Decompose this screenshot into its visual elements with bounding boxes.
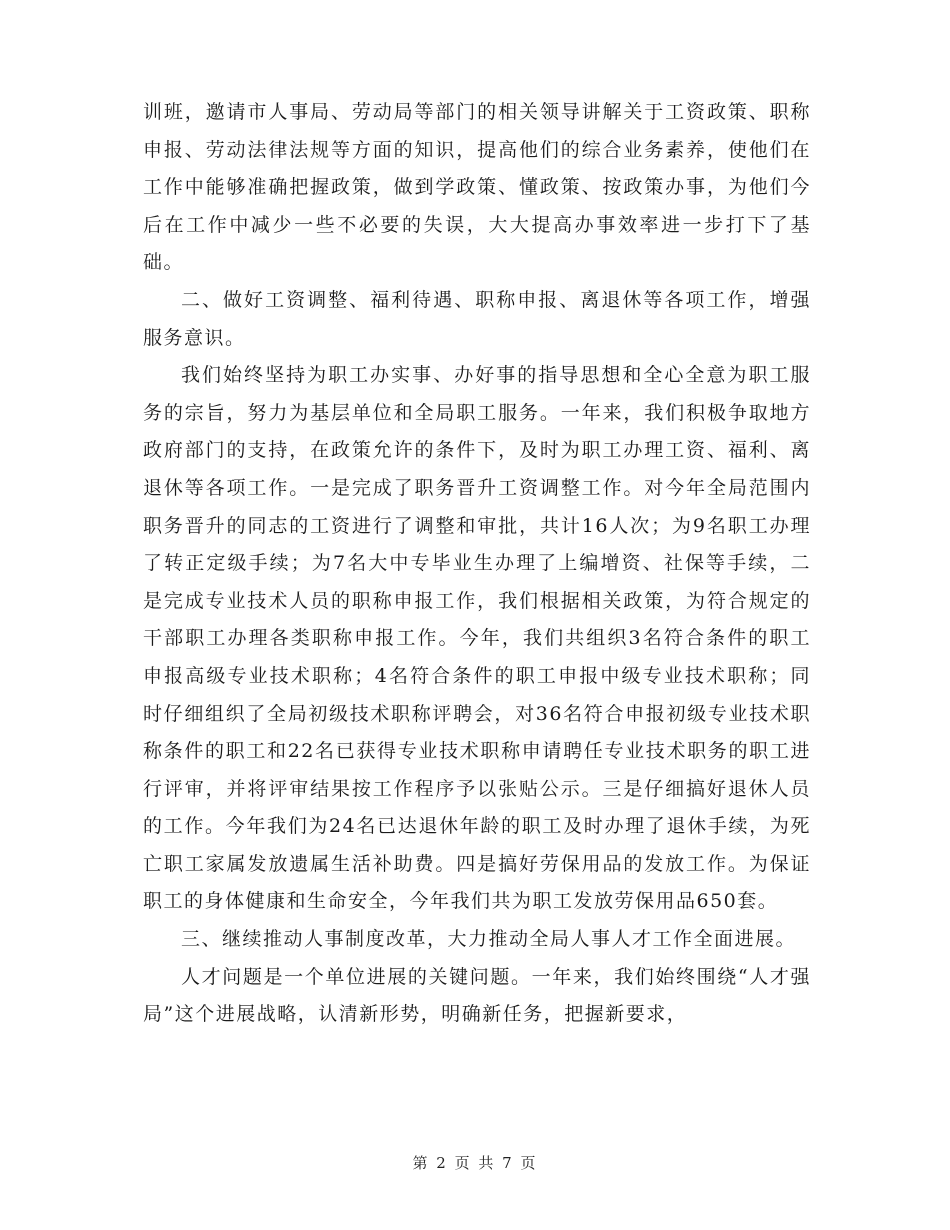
paragraph-training-continuation: 训班，邀请市人事局、劳动局等部门的相关领导讲解关于工资政策、职称申报、劳动法律法规等方面的知识，提高他们的综合业务素养，使他们在工作中能够准确把握政策，做到学政策、懂政策、按政策办事，为他们今后在工作中减少一些不必要的失误，大大提高办事效率进一步打下了基础。 bbox=[143, 101, 811, 274]
section-heading-three: 三、继续推动人事制度改革，大力推动全局人事人才工作全面进展。 bbox=[181, 928, 797, 951]
document-body bbox=[143, 94, 811, 1034]
page-number-footer: 第 2 页 共 7 页 bbox=[412, 1154, 538, 1172]
paragraph-talent-strategy: 人才问题是一个单位进展的关键问题。一年来，我们始终围绕“人才强局”这个进展战略，认清新形势，明确新任务，把握新要求， bbox=[143, 965, 811, 1026]
paragraph-service-work: 我们始终坚持为职工办实事、办好事的指导思想和全心全意为职工服务的宗旨，努力为基层单位和全局职工服务。一年来，我们积极争取地方政府部门的支持，在政策允许的条件下，及时为职工办理工资、福利、离退休等各项工作。一是完成了职务晋升工资调整工作。对今年全局范围内职务晋升的同志的工资进行了调整和审批，共计16人次；为9名职工办理了转正定级手续；为7名大中专毕业生办理了上编增资、社保等手续，二是完成专业技术人员的职称申报工作，我们根据相关政策，为符合规定的干部职工办理各类职称申报工作。今年，我们共组织3名符合条件的职工申报高级专业技术职称；4名符合条件的职工申报中级专业技术职称；同时仔细组织了全局初级技术职称评聘会，对36名符合申报初级专业技术职称条件的职工和22名已获得专业技术职称申请聘任专业技术职务的职工进行评审，并将评审结果按工作程序予以张贴公示。三是仔细搞好退休人员的工作。今年我们为24名已达退休年龄的职工及时办理了退休手续，为死亡职工家属发放遗属生活补助费。四是搞好劳保用品的发放工作。为保证职工的身体健康和生命安全，今年我们共为职工发放劳保用品650套。 bbox=[143, 364, 811, 913]
section-heading-two: 二、做好工资调整、福利待遇、职称申报、离退休等各项工作，增强服务意识。 bbox=[143, 288, 811, 349]
